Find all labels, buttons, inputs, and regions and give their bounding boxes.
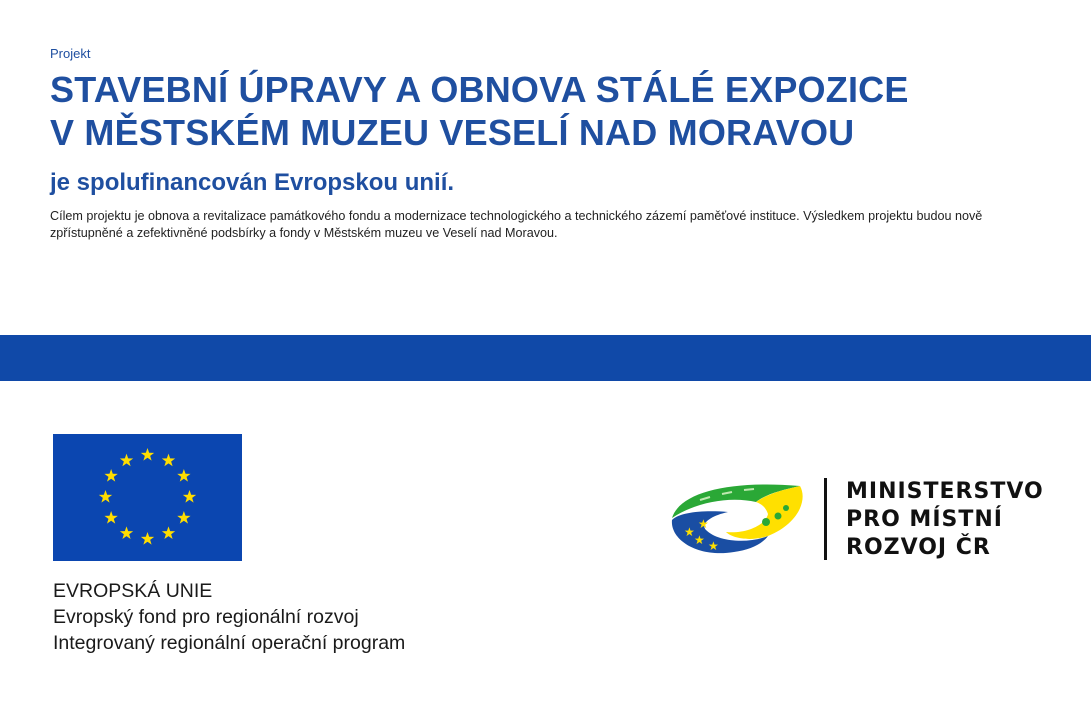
eu-flag-svg — [53, 434, 242, 561]
mmr-star-icon: ★ — [708, 539, 719, 553]
ministry-name-line-3: ROZVOJ ČR — [846, 535, 991, 560]
mmr-star-icon: ★ — [698, 517, 709, 531]
mmr-yellow-dot — [762, 518, 770, 526]
ministry-name — [846, 478, 1044, 562]
project-title-line-1: STAVEBNÍ ÚPRAVY A OBNOVA STÁLÉ EXPOZICE — [50, 69, 909, 110]
eu-flag-icon — [53, 434, 242, 561]
project-title — [50, 68, 909, 154]
eu-fund-name: Evropský fond pro regionální rozvoj — [53, 606, 359, 628]
mmr-yellow-dot — [775, 513, 782, 520]
blue-band-divider — [0, 335, 1091, 381]
mmr-star-icon: ★ — [694, 533, 705, 547]
project-description: Cílem projektu je obnova a revitalizace památkového fondu a modernizace technologického a technického zázemí paměťové instituce. Výsledkem projektu budou nově zpřístupněné a zefektivněné podsbírky a fondy v Městském muzeu ve Veselí nad Moravou. — [50, 209, 983, 240]
project-title-line-2: V MĚSTSKÉM MUZEU VESELÍ NAD MORAVOU — [50, 112, 855, 153]
ministry-name-line-2: PRO MÍSTNÍ — [846, 507, 1003, 532]
mmr-logo-svg — [670, 478, 805, 560]
mmr-yellow-dot — [783, 505, 789, 511]
cofinancing-subtitle: je spolufinancován Evropskou unií. — [50, 169, 455, 196]
eu-programme-name: Integrovaný regionální operační program — [53, 632, 406, 654]
eu-name: EVROPSKÁ UNIE — [53, 580, 213, 602]
project-label: Projekt — [50, 46, 91, 61]
eu-funding-text — [53, 578, 405, 656]
ministry-divider — [824, 478, 827, 560]
mmr-star-icon: ★ — [684, 525, 695, 539]
mmr-logo-icon — [670, 478, 805, 565]
ministry-name-line-1: MINISTERSTVO — [846, 479, 1044, 504]
